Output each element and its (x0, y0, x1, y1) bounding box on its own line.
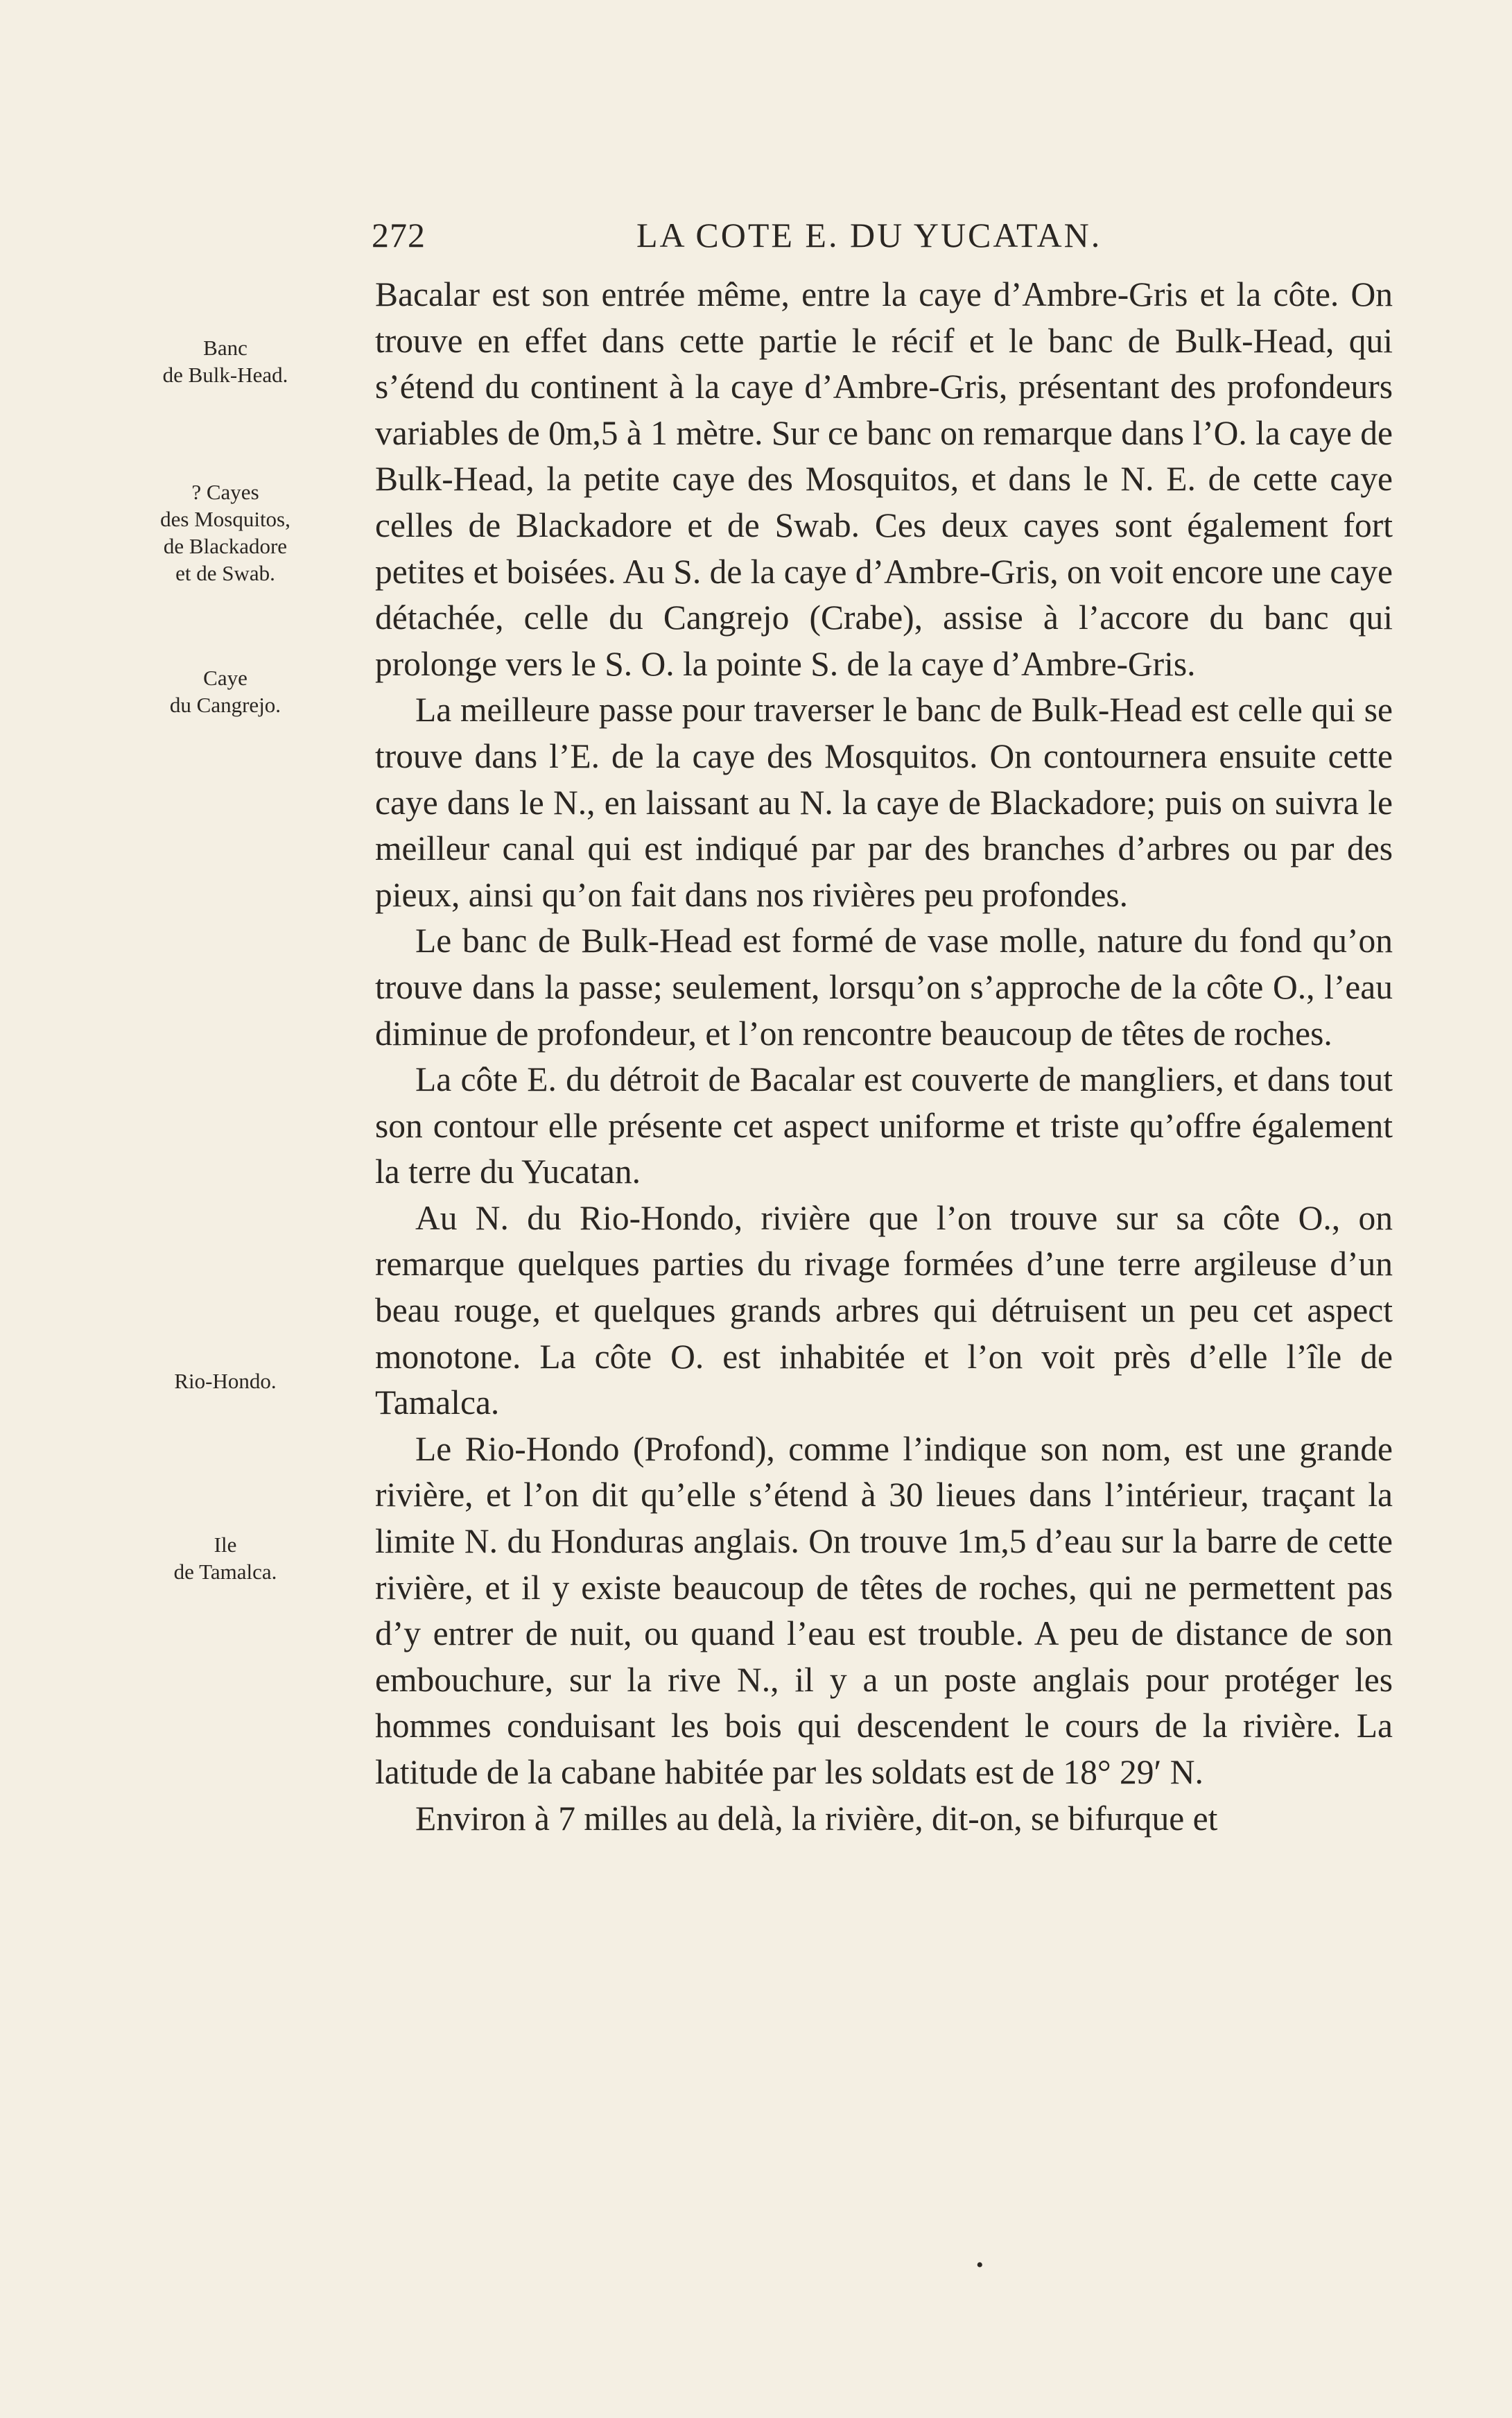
page-header (372, 215, 1395, 264)
paragraph: Le Rio-Hondo (Profond), comme l’indique son nom, est une grande rivière, et l’on dit qu’elle s’étend à 30 lieues dans l’intérieur, traçant la limite N. du Honduras anglais. On trouve 1m,5 d’eau sur la barre de cette rivière, et il y existe beaucoup de têtes de roches, qui ne permettent pas d’y entrer de nuit, ou quand l’eau est trouble. A peu de distance de son embouchure, sur la rive N., il y a un poste anglais pour protéger les hommes conduisant les bois qui descendent le cours de la rivière. La latitude de la cabane habitée par les soldats est de 18° 29′ N. (375, 1429, 1393, 1791)
paragraph: La côte E. du détroit de Bacalar est couverte de mangliers, et dans tout son contour elle présente cet aspect uniforme et triste qu’offre également la terre du Yucatan. (375, 1060, 1393, 1191)
paragraph: Le banc de Bulk-Head est formé de vase molle, nature du fond qu’on trouve dans la passe; seulement, lorsqu’on s’approche de la côte O., l’eau diminue de profondeur, et l’on rencontre beaucoup de têtes de roches. (375, 922, 1393, 1053)
paragraph: Au N. du Rio-Hondo, rivière que l’on trouve sur sa côte O., on remarque quelques parties du rivage formées d’une terre argileuse d’un beau rouge, et quelques grands arbres qui détruisent un peu cet aspect monotone. La côte O. est inhabitée et l’on voit près d’elle l’île de Tamalca. (375, 1198, 1393, 1422)
paragraph: Environ à 7 milles au delà, la rivière, dit-on, se bifurque et (415, 1799, 1218, 1838)
body-text (375, 272, 1393, 1842)
signature-mark: • (976, 2254, 984, 2277)
running-title: LA COTE E. DU YUCATAN. (636, 216, 1102, 254)
margin-note-cayes-mosquitos: ? Cayes des Mosquitos, de Blackadore et de Swab. (160, 480, 290, 585)
margin-note-caye-cangrejo: Caye du Cangrejo. (169, 666, 281, 717)
paragraph-continued: Bacalar est son entrée même, entre la caye d’Ambre-Gris et la côte. On trouve en effet dans cette partie le récif et le banc de Bulk-Head, qui s’étend du continent à la caye d’Ambre-Gris, présentant des profondeurs variables de 0m,5 à 1 mètre. Sur ce banc on remarque dans l’O. la caye de Bulk-Head, la petite caye des Mosquitos, et dans le N. E. de cette caye celles de Blackadore et de Swab. Ces deux cayes sont également fort petites et boisées. Au S. de la caye d’Ambre-Gris, on voit encore une caye détachée, celle du Cangrejo (Crabe), assise à l’accore du banc qui prolonge vers le S. O. la pointe S. de la caye d’Ambre-Gris. (375, 275, 1393, 683)
margin-note-rio-hondo: Rio-Hondo. (174, 1369, 277, 1393)
paragraph: La meilleure passe pour traverser le banc de Bulk-Head est celle qui se trouve dans l’E. de la caye des Mosquitos. On contournera ensuite cette caye dans le N., en laissant au N. la caye de Blackadore; puis on suivra le meilleur canal qui est indiqué par par des branches d’arbres ou par des pieux, ainsi qu’on fait dans nos rivières peu profondes. (375, 691, 1393, 914)
margin-note-banc-bulk-head: Banc de Bulk-Head. (162, 336, 288, 387)
page-number: 272 (372, 216, 426, 254)
margin-note-ile-tamalca: Ile de Tamalca. (173, 1532, 277, 1584)
